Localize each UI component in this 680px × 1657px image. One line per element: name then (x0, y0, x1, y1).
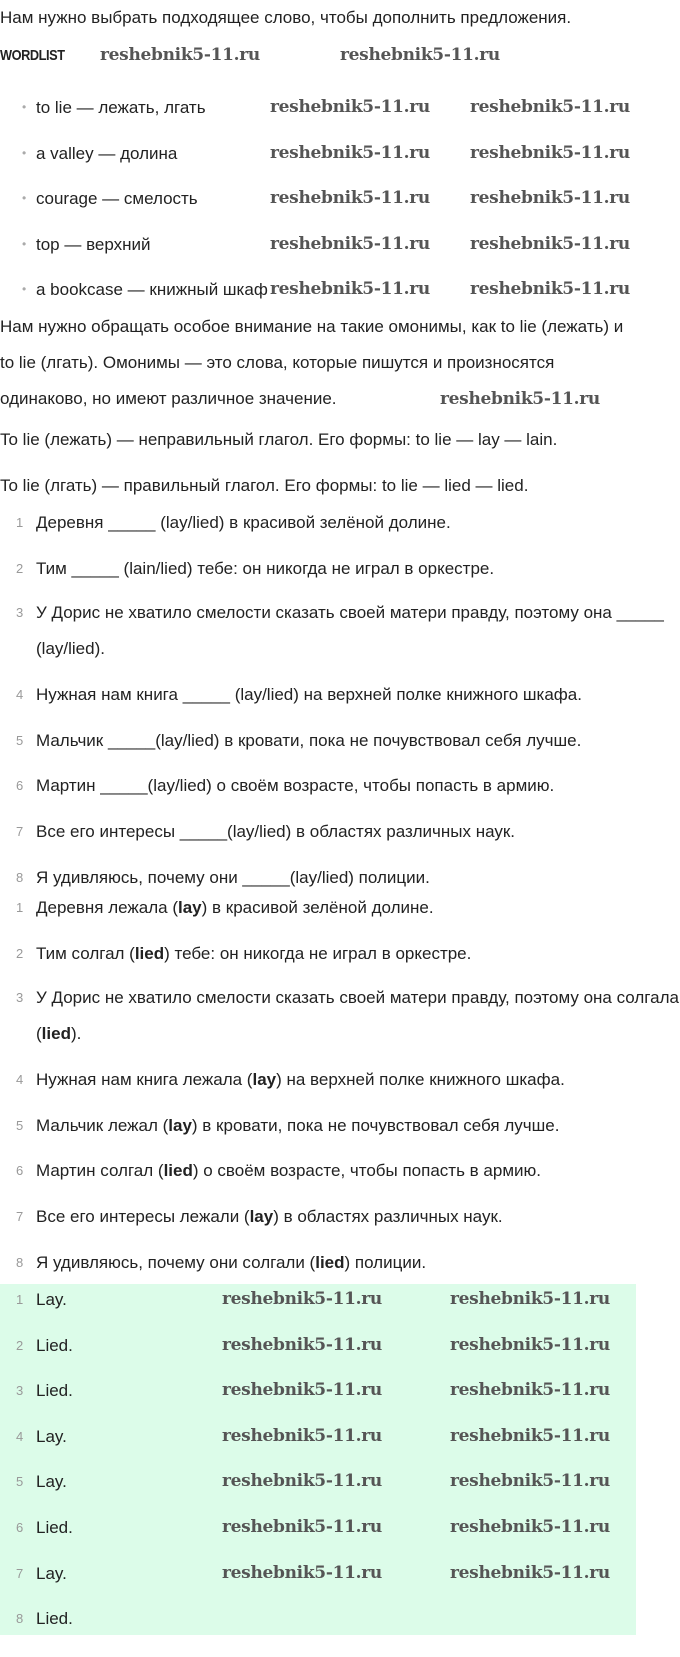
watermark-text: reshebnik5-11.ru (440, 389, 600, 409)
answer-text: Мальчик лежал ( (36, 1115, 169, 1135)
answer-text: Я удивляюсь, почему они солгали ( (36, 1252, 316, 1272)
question-item (0, 718, 680, 764)
item-number: 1 (16, 515, 24, 530)
item-number: 6 (16, 778, 24, 794)
wordlist-item-text: top — верхний (36, 234, 151, 254)
item-number: 5 (16, 1474, 24, 1490)
answer-text: У Дорис не хватило смелости сказать своей матери правду, поэтому она солгала ( (36, 988, 679, 1044)
item-number: 8 (16, 869, 24, 885)
watermark-text: reshebnik5-11.ru (222, 1517, 382, 1537)
bullet-icon: • (22, 236, 27, 251)
rule-irregular (0, 417, 680, 463)
watermark-text: reshebnik5-11.ru (450, 1289, 610, 1309)
wordlist-item-text: a bookcase — книжный шкаф (36, 280, 268, 300)
watermark-text: reshebnik5-11.ru (470, 188, 630, 209)
item-number: 5 (16, 732, 24, 748)
item-number: 4 (16, 1072, 24, 1088)
item-number: 3 (16, 605, 24, 621)
paragraph-text: Нам нужно обращать особое внимание на такие омонимы, как to lie (лежать) и (0, 317, 624, 336)
watermark-text: reshebnik5-11.ru (270, 188, 430, 209)
answer-item (0, 1103, 680, 1149)
short-answers-list (0, 1277, 680, 1642)
item-number: 7 (16, 1565, 24, 1581)
answer-verb: lay (168, 1115, 192, 1135)
watermark-text: reshebnik5-11.ru (222, 1289, 382, 1309)
watermark-text: reshebnik5-11.ru (222, 1471, 382, 1492)
answer-text-end: ) в областях различных наук. (273, 1206, 503, 1226)
wordlist-item-text: a valley — долина (36, 143, 178, 163)
watermark-text: reshebnik5-11.ru (450, 1562, 610, 1583)
intro-text: Нам нужно выбрать подходящее слово, чтобы дополнить предложения. (0, 8, 572, 27)
item-number: 4 (16, 687, 24, 703)
question-item (0, 500, 680, 546)
short-answer-text: Lied. (36, 1517, 73, 1537)
item-number: 5 (16, 1117, 24, 1133)
short-answer-text: Lay. (36, 1472, 67, 1492)
answer-item (0, 1057, 680, 1103)
answer-text: Деревня лежала ( (36, 898, 178, 917)
watermark-text: reshebnik5-11.ru (470, 233, 630, 254)
intro-line (0, 0, 680, 36)
answer-text-end: ) тебе: он никогда не играл в оркестре. (164, 943, 472, 963)
paragraph-text: to lie (лгать). Омонимы — это слова, которые пишутся и произносятся (0, 353, 555, 372)
short-answer-text: Lay. (36, 1426, 67, 1446)
answer-text-end: ) о своём возрасте, чтобы попасть в армию. (192, 1161, 541, 1181)
short-answer-text: Lay. (36, 1290, 67, 1309)
question-item (0, 763, 680, 809)
paragraph-line (0, 345, 680, 381)
watermark-text: reshebnik5-11.ru (470, 97, 630, 117)
watermark-text: reshebnik5-11.ru (270, 233, 430, 254)
watermark-text: reshebnik5-11.ru (450, 1334, 610, 1355)
bullet-icon: • (22, 282, 27, 297)
answer-item (0, 1148, 680, 1194)
watermark-text: reshebnik5-11.ru (270, 97, 430, 117)
item-number: 6 (16, 1163, 24, 1179)
question-item (0, 809, 680, 855)
answer-text-end: ) полиции. (344, 1252, 427, 1272)
watermark-text: reshebnik5-11.ru (270, 142, 430, 163)
watermark-text: reshebnik5-11.ru (340, 45, 500, 65)
answer-verb: lay (249, 1206, 274, 1226)
item-number: 8 (16, 1254, 24, 1270)
watermark-text: reshebnik5-11.ru (222, 1334, 382, 1355)
item-number: 4 (16, 1428, 24, 1444)
answer-verb: lied (41, 1024, 71, 1044)
rule-regular-text: To lie (лгать) — правильный глагол. Его формы: to lie — lied — lied. (0, 475, 529, 495)
answer-text: Нужная нам книга лежала ( (36, 1070, 253, 1090)
question-text: Я удивляюсь, почему они _____(lay/lied) полиции. (36, 867, 430, 887)
short-answer-text: Lied. (36, 1335, 73, 1355)
answer-verb: lied (315, 1252, 345, 1272)
question-text: Деревня _____ (lay/lied) в красивой зелёной долине. (36, 513, 451, 532)
question-text: Мартин _____(lay/lied) о своём возрасте, чтобы попасть в армию. (36, 776, 555, 796)
item-number: 7 (16, 1208, 24, 1224)
short-answer-text: Lay. (36, 1563, 67, 1583)
answer-verb: lied (134, 943, 165, 963)
bullet-icon: • (22, 100, 27, 114)
item-number: 2 (16, 1337, 24, 1353)
item-number: 8 (16, 1611, 24, 1627)
watermark-text: reshebnik5-11.ru (222, 1380, 382, 1401)
wordlist-heading-text: WORDLIST (0, 47, 65, 64)
answer-item (0, 976, 680, 1057)
paragraph-line (0, 309, 680, 345)
item-number: 1 (16, 900, 24, 915)
watermark-text: reshebnik5-11.ru (100, 45, 260, 65)
answer-item (0, 885, 680, 931)
question-text: Тим _____ (lain/lied) тебе: он никогда не играл в оркестре. (36, 558, 495, 578)
answer-verb: lay (178, 898, 202, 917)
answer-verb: lay (252, 1070, 277, 1090)
paragraph-text: одинаково, но имеют различное значение. (0, 389, 337, 408)
watermark-text: reshebnik5-11.ru (222, 1425, 382, 1446)
answer-text-end: ) в кровати, пока не почувствовал себя лучше. (191, 1115, 560, 1135)
item-number: 2 (16, 560, 24, 576)
item-number: 1 (16, 1292, 24, 1307)
watermark-text: reshebnik5-11.ru (222, 1562, 382, 1583)
answer-text: Тим солгал ( (36, 943, 135, 963)
wordlist-item-text: to lie — лежать, лгать (36, 98, 206, 117)
question-item (0, 546, 680, 592)
answer-text-end: ). (70, 1024, 82, 1044)
answers-list (0, 885, 680, 1285)
question-text: Мальчик _____(lay/lied) в кровати, пока не почувствовал себя лучше. (36, 730, 582, 750)
item-number: 2 (16, 945, 24, 961)
answer-text-end: ) на верхней полке книжного шкафа. (276, 1070, 565, 1090)
short-answer-item (0, 1596, 680, 1642)
question-item (0, 672, 680, 718)
watermark-text: reshebnik5-11.ru (470, 279, 630, 300)
short-answer-text: Lied. (36, 1609, 73, 1629)
watermark-text: reshebnik5-11.ru (450, 1471, 610, 1492)
watermark-text: reshebnik5-11.ru (450, 1517, 610, 1537)
short-answer-text: Lied. (36, 1381, 73, 1401)
watermark-text: reshebnik5-11.ru (470, 142, 630, 163)
question-text: Все его интересы _____(lay/lied) в областях различных наук. (36, 821, 516, 841)
watermark-text: reshebnik5-11.ru (270, 279, 430, 300)
answer-item (0, 931, 680, 977)
item-number: 3 (16, 990, 24, 1006)
question-text: У Дорис не хватило смелости сказать своей матери правду, поэтому она _____ (lay/lied). (36, 603, 664, 659)
item-number: 3 (16, 1383, 24, 1399)
question-text: Нужная нам книга _____ (lay/lied) на верхней полке книжного шкафа. (36, 685, 582, 705)
watermark-text: reshebnik5-11.ru (450, 1380, 610, 1401)
wordlist-item-text: courage — смелость (36, 189, 198, 209)
question-item (0, 591, 680, 672)
answer-text-end: ) в красивой зелёной долине. (201, 898, 434, 917)
answer-text: Все его интересы лежали ( (36, 1206, 250, 1226)
bullet-icon: • (22, 191, 27, 206)
item-number: 7 (16, 823, 24, 839)
bullet-icon: • (22, 145, 27, 160)
rule-irregular-text: To lie (лежать) — неправильный глагол. Его формы: to lie — lay — lain. (0, 430, 558, 449)
answer-verb: lied (163, 1161, 193, 1181)
watermark-text: reshebnik5-11.ru (450, 1425, 610, 1446)
answer-item (0, 1194, 680, 1240)
item-number: 6 (16, 1519, 24, 1535)
questions-list (0, 500, 680, 900)
answer-text: Мартин солгал ( (36, 1161, 164, 1181)
